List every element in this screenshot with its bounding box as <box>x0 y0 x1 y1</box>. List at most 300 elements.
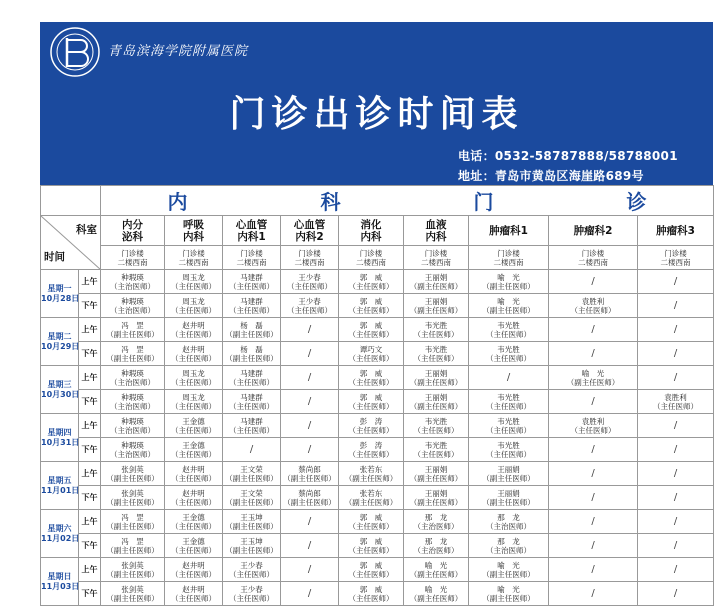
doctor-name: 王丽娟 <box>497 464 520 474</box>
doctor-name: 王少春 <box>240 560 263 570</box>
doctor-title: （主任医师） <box>348 569 394 579</box>
doctor-cell <box>223 294 281 318</box>
doctor-title: （主任医师） <box>171 545 216 555</box>
doctor-title: （主治医师） <box>110 449 155 459</box>
doctor-cell <box>339 414 404 438</box>
department-name-line1: 内分 <box>122 218 143 231</box>
schedule-row <box>41 534 714 558</box>
category-header <box>101 186 714 216</box>
doctor-name: 喻 光 <box>424 584 448 594</box>
schedule-row <box>41 318 714 342</box>
doctor-cell <box>404 462 469 486</box>
doctor-name: 谭巧文 <box>359 344 383 354</box>
doctor-name: 韦光胜 <box>424 320 448 330</box>
doctor-title: （副主任医师） <box>409 593 463 603</box>
weekday-label: 星期五 <box>47 475 72 485</box>
doctor-title: （副主任医师） <box>106 569 159 579</box>
doctor-cell <box>339 462 404 486</box>
date-label: 11月02日 <box>41 533 80 543</box>
doctor-name: 张若东 <box>359 464 383 474</box>
empty-slot: / <box>281 390 339 414</box>
doctor-title: （主治医师） <box>486 545 531 555</box>
doctor-cell <box>469 318 549 342</box>
doctor-cell <box>101 414 165 438</box>
doctor-title: （主任医师） <box>348 401 394 411</box>
afternoon-label: 下午 <box>79 342 101 366</box>
afternoon-label: 下午 <box>79 438 101 462</box>
doctor-title: （主任医师） <box>348 329 394 339</box>
corner-cell <box>41 216 101 270</box>
doctor-name: 韦光胜 <box>497 392 520 402</box>
afternoon-label: 下午 <box>79 294 101 318</box>
doctor-name: 赵井明 <box>182 464 205 474</box>
doctor-title: （主任医师） <box>486 353 531 363</box>
doctor-title: （副主任医师） <box>482 281 535 291</box>
doctor-cell <box>101 342 165 366</box>
doctor-cell <box>404 318 469 342</box>
doctor-name: 彭 涛 <box>359 440 383 450</box>
location-cell <box>165 246 223 270</box>
doctor-title: （主任医师） <box>348 281 394 291</box>
department-header <box>101 216 165 246</box>
location-cell <box>404 246 469 270</box>
empty-slot: / <box>638 582 714 606</box>
doctor-title: （副主任医师） <box>106 545 159 555</box>
doctor-name: 韦光胜 <box>497 344 520 354</box>
morning-label: 上午 <box>79 510 101 534</box>
weekday-label: 星期日 <box>47 571 72 581</box>
doctor-name: 郭 威 <box>359 560 383 570</box>
date-label: 10月31日 <box>41 437 80 447</box>
doctor-name: 张剑英 <box>121 584 144 594</box>
doctor-cell <box>339 390 404 414</box>
day-cell <box>41 270 79 318</box>
doctor-title: （副主任医师） <box>106 329 159 339</box>
location-line1: 门诊楼 <box>664 248 687 258</box>
doctor-title: （主任医师） <box>413 425 459 435</box>
morning-label: 上午 <box>79 462 101 486</box>
doctor-title: （主任医师） <box>171 377 216 387</box>
doctor-title: （副主任医师） <box>409 497 463 507</box>
weekday-label: 星期六 <box>47 523 72 533</box>
doctor-name: 韦光胜 <box>497 440 520 450</box>
empty-slot: / <box>638 318 714 342</box>
doctor-title: （主任医师） <box>171 569 216 579</box>
doctor-name: 张若东 <box>359 488 383 498</box>
doctor-name: 王丽娟 <box>424 368 448 378</box>
hospital-logo <box>49 26 101 82</box>
doctor-title: （副主任医师） <box>106 473 159 483</box>
doctor-cell <box>101 390 165 414</box>
schedule-row <box>41 510 714 534</box>
empty-slot: / <box>638 366 714 390</box>
doctor-cell <box>469 558 549 582</box>
doctor-name: 喻 光 <box>497 584 520 594</box>
doctor-title: （副主任医师） <box>106 593 159 603</box>
empty-slot: / <box>638 558 714 582</box>
empty-slot: / <box>638 486 714 510</box>
doctor-cell <box>404 366 469 390</box>
doctor-title: （主治医师） <box>413 545 459 555</box>
empty-slot: / <box>638 414 714 438</box>
doctor-cell <box>101 462 165 486</box>
doctor-cell <box>281 462 339 486</box>
doctor-name: 王玉坤 <box>240 536 263 546</box>
doctor-title: （副主任医师） <box>225 545 278 555</box>
doctor-cell <box>101 534 165 558</box>
schedule-table <box>40 185 714 606</box>
doctor-title: （副主任医师） <box>225 497 278 507</box>
empty-slot: / <box>638 462 714 486</box>
doctor-cell <box>101 582 165 606</box>
doctor-name: 周玉龙 <box>182 368 205 378</box>
doctor-cell <box>165 462 223 486</box>
doctor-cell <box>404 486 469 510</box>
doctor-name: 喻 光 <box>497 560 520 570</box>
doctor-cell <box>404 390 469 414</box>
doctor-cell <box>339 270 404 294</box>
category-row <box>41 186 714 216</box>
doctor-title: （副主任医师） <box>344 497 398 507</box>
doctor-title: （主任医师） <box>171 305 216 315</box>
location-cell <box>101 246 165 270</box>
doctor-cell <box>223 318 281 342</box>
empty-slot: / <box>549 534 638 558</box>
doctor-name: 杨 磊 <box>240 320 263 330</box>
doctor-title: （主任医师） <box>413 353 459 363</box>
doctor-title: （主任医师） <box>171 521 216 531</box>
doctor-name: 周玉龙 <box>182 392 205 402</box>
doctor-title: （主任医师） <box>486 329 531 339</box>
doctor-name: 赵井明 <box>182 560 205 570</box>
doctor-name: 冯 罡 <box>121 344 144 354</box>
doctor-title: （主任医师） <box>348 593 394 603</box>
doctor-name: 韦光胜 <box>424 416 448 426</box>
doctor-name: 袁胜利 <box>664 392 687 402</box>
empty-slot: / <box>281 414 339 438</box>
weekday-label: 星期二 <box>47 331 72 341</box>
doctor-title: （主任医师） <box>570 305 616 315</box>
doctor-title: （主任医师） <box>229 593 274 603</box>
doctor-title: （主任医师） <box>486 425 531 435</box>
empty-slot: / <box>281 558 339 582</box>
doctor-name: 王少春 <box>298 296 321 306</box>
department-header <box>469 216 549 246</box>
doctor-cell <box>101 438 165 462</box>
empty-slot: / <box>281 366 339 390</box>
doctor-title: （副主任医师） <box>482 569 535 579</box>
empty-slot: / <box>549 438 638 462</box>
doctor-title: （副主任医师） <box>225 353 278 363</box>
doctor-name: 蔡尚郎 <box>298 488 321 498</box>
doctor-cell <box>404 558 469 582</box>
department-name-line1: 消化 <box>360 218 382 231</box>
schedule-row <box>41 366 714 390</box>
doctor-name: 那 龙 <box>497 536 520 546</box>
doctor-name: 喻 光 <box>424 560 448 570</box>
location-line1: 门诊楼 <box>497 248 520 258</box>
doctor-name: 喻 光 <box>497 272 520 282</box>
doctor-title: （主任医师） <box>486 449 531 459</box>
empty-slot: / <box>281 342 339 366</box>
doctor-name: 王丽娟 <box>424 296 448 306</box>
empty-slot: / <box>638 438 714 462</box>
empty-slot: / <box>281 318 339 342</box>
doctor-name: 喻 光 <box>581 368 605 378</box>
doctor-cell <box>404 582 469 606</box>
corner-dept-label: 科室 <box>76 224 97 236</box>
doctor-cell <box>404 342 469 366</box>
doctor-title: （主治医师） <box>110 425 155 435</box>
date-label: 10月28日 <box>41 293 80 303</box>
doctor-cell <box>281 294 339 318</box>
department-row <box>41 216 714 246</box>
doctor-name: 种瑕瑛 <box>121 368 144 378</box>
doctor-cell <box>165 558 223 582</box>
empty-slot: / <box>549 342 638 366</box>
location-line1: 门诊楼 <box>240 248 263 258</box>
doctor-title: （主任医师） <box>229 377 274 387</box>
doctor-title: （主任医师） <box>171 281 216 291</box>
empty-slot: / <box>223 438 281 462</box>
doctor-title: （主任医师） <box>570 425 616 435</box>
doctor-cell <box>281 270 339 294</box>
doctor-cell <box>165 366 223 390</box>
morning-label: 上午 <box>79 270 101 294</box>
department-header <box>339 216 404 246</box>
location-line2: 二楼西南 <box>294 257 325 267</box>
location-cell <box>281 246 339 270</box>
doctor-cell <box>223 582 281 606</box>
afternoon-label: 下午 <box>79 486 101 510</box>
doctor-name: 王丽娟 <box>424 392 448 402</box>
doctor-title: （主任医师） <box>287 281 332 291</box>
doctor-name: 王金德 <box>182 416 205 426</box>
doctor-name: 王丽娟 <box>424 464 448 474</box>
doctor-cell <box>404 270 469 294</box>
doctor-cell <box>549 414 638 438</box>
schedule-row <box>41 390 714 414</box>
doctor-name: 种瑕瑛 <box>121 440 144 450</box>
doctor-cell <box>165 510 223 534</box>
category-char: 门 <box>473 190 494 214</box>
empty-slot: / <box>549 390 638 414</box>
location-line1: 门诊楼 <box>298 248 321 258</box>
location-cell <box>549 246 638 270</box>
doctor-title: （副主任医师） <box>409 305 463 315</box>
department-name-line2: 内科2 <box>295 230 324 243</box>
doctor-name: 周玉龙 <box>182 296 205 306</box>
department-name-line1: 血液 <box>425 218 447 231</box>
day-cell <box>41 462 79 510</box>
doctor-title: （主治医师） <box>110 401 155 411</box>
location-line2: 二楼西南 <box>421 257 451 267</box>
doctor-title: （主任医师） <box>171 425 216 435</box>
schedule-row <box>41 294 714 318</box>
department-name-line2: 内科1 <box>237 230 266 243</box>
doctor-cell <box>165 438 223 462</box>
doctor-name: 王丽娟 <box>424 272 448 282</box>
doctor-cell <box>339 342 404 366</box>
schedule-row <box>41 438 714 462</box>
department-name-line1: 心血管 <box>235 218 268 231</box>
category-char: 诊 <box>626 190 647 214</box>
doctor-name: 种瑕瑛 <box>121 416 144 426</box>
doctor-title: （主任医师） <box>229 281 274 291</box>
category-char: 内 <box>167 190 188 214</box>
doctor-title: （副主任医师） <box>409 569 463 579</box>
schedule-row <box>41 342 714 366</box>
location-cell <box>339 246 404 270</box>
doctor-name: 王少春 <box>240 584 263 594</box>
doctor-title: （主任医师） <box>653 401 698 411</box>
schedule-row <box>41 486 714 510</box>
location-line1: 门诊楼 <box>121 248 144 258</box>
schedule-row <box>41 558 714 582</box>
day-cell <box>41 510 79 558</box>
phone-text: 电话：0532-58787888/58788001 <box>458 149 678 163</box>
location-line1: 门诊楼 <box>581 248 605 258</box>
department-name-line1: 心血管 <box>293 218 326 231</box>
location-line2: 二楼西南 <box>178 257 209 267</box>
doctor-name: 马建群 <box>240 416 263 426</box>
empty-slot: / <box>281 582 339 606</box>
doctor-cell <box>223 558 281 582</box>
empty-slot: / <box>549 486 638 510</box>
location-row <box>41 246 714 270</box>
doctor-name: 袁胜利 <box>581 416 605 426</box>
doctor-title: （主任医师） <box>348 425 394 435</box>
doctor-name: 周玉龙 <box>182 272 205 282</box>
doctor-title: （主任医师） <box>348 449 394 459</box>
doctor-name: 王少春 <box>298 272 321 282</box>
doctor-name: 王玉坤 <box>240 512 263 522</box>
doctor-name: 郭 威 <box>359 536 383 546</box>
doctor-cell <box>165 390 223 414</box>
doctor-cell <box>469 486 549 510</box>
weekday-label: 星期四 <box>47 427 72 437</box>
doctor-cell <box>404 438 469 462</box>
hospital-name: 青岛滨海学院附属医院 <box>108 44 249 59</box>
doctor-name: 马建群 <box>240 296 263 306</box>
department-header <box>638 216 714 246</box>
doctor-cell <box>165 414 223 438</box>
doctor-name: 赵井明 <box>182 488 205 498</box>
empty-slot: / <box>549 510 638 534</box>
afternoon-label: 下午 <box>79 390 101 414</box>
date-label: 10月29日 <box>41 341 80 351</box>
doctor-name: 种瑕瑛 <box>121 272 144 282</box>
doctor-cell <box>339 438 404 462</box>
doctor-cell <box>101 270 165 294</box>
address-text: 地址：青岛市黄岛区海崖路689号 <box>458 169 644 183</box>
department-name-line1: 肿瘤科3 <box>656 224 695 237</box>
doctor-name: 韦光胜 <box>497 416 520 426</box>
doctor-cell <box>638 390 714 414</box>
morning-label: 上午 <box>79 558 101 582</box>
doctor-name: 郭 威 <box>359 392 383 402</box>
doctor-name: 种瑕瑛 <box>121 392 144 402</box>
doctor-cell <box>469 342 549 366</box>
doctor-cell <box>223 486 281 510</box>
doctor-name: 那 龙 <box>497 512 520 522</box>
doctor-cell <box>165 582 223 606</box>
doctor-title: （副主任医师） <box>566 377 620 387</box>
doctor-cell <box>165 270 223 294</box>
doctor-title: （主任医师） <box>171 401 216 411</box>
doctor-cell <box>339 558 404 582</box>
doctor-title: （副主任医师） <box>482 305 535 315</box>
doctor-name: 郭 威 <box>359 272 383 282</box>
doctor-cell <box>101 318 165 342</box>
doctor-cell <box>281 486 339 510</box>
doctor-name: 赵井明 <box>182 320 205 330</box>
doctor-title: （副主任医师） <box>409 377 463 387</box>
doctor-cell <box>339 486 404 510</box>
department-header <box>281 216 339 246</box>
doctor-title: （主任医师） <box>348 377 394 387</box>
weekday-label: 星期三 <box>47 379 72 389</box>
doctor-title: （副主任医师） <box>409 401 463 411</box>
doctor-name: 张剑英 <box>121 464 144 474</box>
doctor-cell <box>101 366 165 390</box>
doctor-cell <box>223 366 281 390</box>
doctor-name: 郭 威 <box>359 296 383 306</box>
doctor-title: （主任医师） <box>171 473 216 483</box>
doctor-name: 赵井明 <box>182 584 205 594</box>
location-line2: 二楼西南 <box>660 257 691 267</box>
doctor-name: 喻 光 <box>497 296 520 306</box>
doctor-name: 郭 威 <box>359 368 383 378</box>
empty-slot: / <box>638 534 714 558</box>
empty-slot: / <box>638 294 714 318</box>
doctor-title: （副主任医师） <box>283 473 336 483</box>
day-cell <box>41 318 79 366</box>
empty-slot: / <box>549 582 638 606</box>
location-line1: 门诊楼 <box>424 248 448 258</box>
doctor-cell <box>223 270 281 294</box>
doctor-name: 彭 涛 <box>359 416 383 426</box>
doctor-cell <box>404 534 469 558</box>
doctor-title: （主任医师） <box>413 449 459 459</box>
location-cell <box>638 246 714 270</box>
day-cell <box>41 414 79 462</box>
doctor-title: （主治医师） <box>413 521 459 531</box>
doctor-cell <box>469 270 549 294</box>
doctor-title: （副主任医师） <box>409 473 463 483</box>
doctor-cell <box>469 438 549 462</box>
doctor-title: （主治医师） <box>486 521 531 531</box>
doctor-title: （主任医师） <box>486 401 531 411</box>
doctor-title: （主任医师） <box>171 593 216 603</box>
doctor-cell <box>469 294 549 318</box>
location-line2: 二楼西南 <box>578 257 608 267</box>
doctor-cell <box>469 534 549 558</box>
doctor-name: 郭 威 <box>359 584 383 594</box>
doctor-name: 袁胜利 <box>581 296 605 306</box>
morning-label: 上午 <box>79 366 101 390</box>
doctor-title: （副主任医师） <box>225 473 278 483</box>
page-title: 门诊出诊时间表 <box>229 94 524 135</box>
doctor-title: （主治医师） <box>110 377 155 387</box>
doctor-name: 韦光胜 <box>424 440 448 450</box>
day-cell <box>41 366 79 414</box>
doctor-title: （主任医师） <box>229 569 274 579</box>
doctor-title: （主任医师） <box>348 353 394 363</box>
doctor-name: 马建群 <box>240 392 263 402</box>
empty-slot: / <box>281 438 339 462</box>
schedule-row <box>41 582 714 606</box>
